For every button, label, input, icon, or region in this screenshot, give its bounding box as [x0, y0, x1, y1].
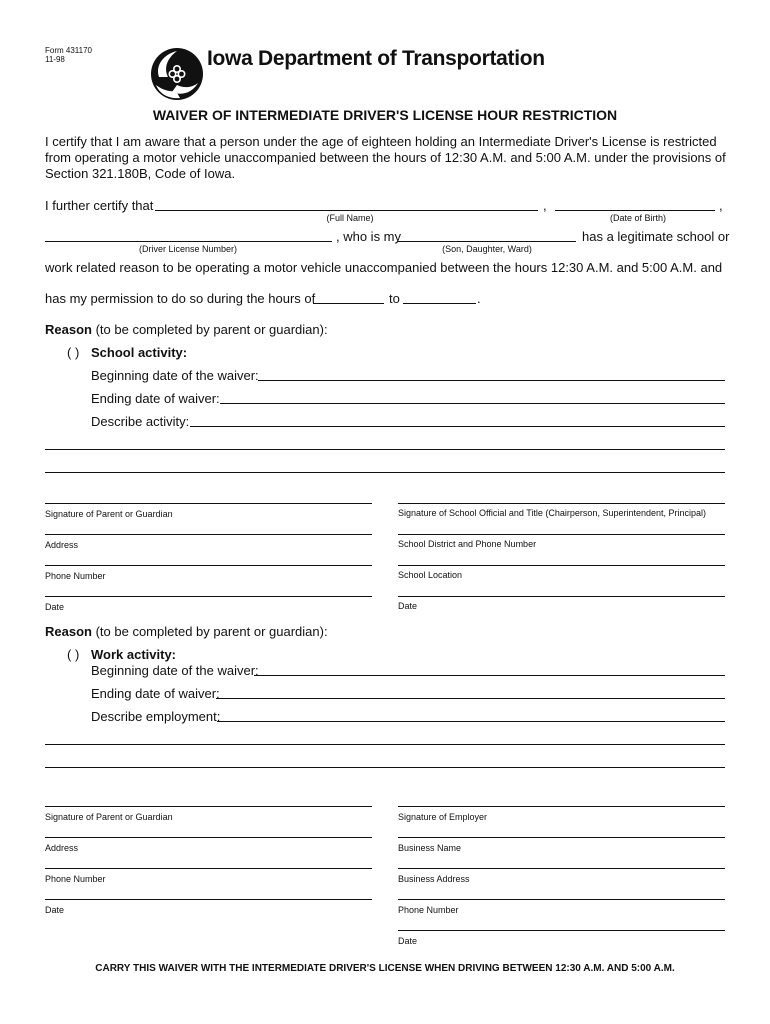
- business-address-label: Business Address: [398, 874, 470, 884]
- work-activity-label: Work activity:: [91, 647, 177, 662]
- school-describe-label: Describe activity:: [91, 414, 190, 429]
- school-parent-date-field[interactable]: [45, 596, 372, 597]
- employer-signature-label: Signature of Employer: [398, 812, 488, 822]
- work-describe-field-2[interactable]: [45, 744, 725, 745]
- employer-signature-field[interactable]: [398, 806, 725, 807]
- relationship-field[interactable]: [398, 241, 576, 242]
- work-end-field[interactable]: [216, 698, 725, 699]
- school-official-date-field[interactable]: [398, 596, 725, 597]
- footer-notice: CARRY THIS WAIVER WITH THE INTERMEDIATE DRIVER'S LICENSE WHEN DRIVING BETWEEN 12:30 A.M. AND 5:00 A.M.: [95, 963, 675, 974]
- work-parent-phone-label: Phone Number: [45, 874, 106, 884]
- school-district-field[interactable]: [398, 534, 725, 535]
- certify-paragraph: I certify that I am aware that a person under the age of eighteen holding an Intermediate Driver's License is restricted from operating a motor vehicle unaccompanied between the hours of 12:30 A.M. and 5:00 A.M. under the provisions of Section 321.180B, Code of Iowa.: [45, 134, 726, 181]
- school-describe-field-1[interactable]: [190, 426, 725, 427]
- work-parent-date-label: Date: [45, 905, 65, 915]
- comma-1: ,: [543, 198, 547, 213]
- form-date: 11-98: [45, 55, 65, 64]
- school-parent-address-label: Address: [45, 540, 79, 550]
- work-parent-signature-label: Signature of Parent or Guardian: [45, 812, 173, 822]
- legitimate-reason-label: has a legitimate school or: [582, 229, 730, 244]
- school-official-date-label: Date: [398, 601, 418, 611]
- license-caption: (Driver License Number): [138, 244, 238, 254]
- form-number: Form 431170: [45, 46, 92, 55]
- reason-note: (to be completed by parent or guardian):: [95, 322, 328, 337]
- employer-phone-field[interactable]: [398, 899, 725, 900]
- school-parent-phone-field[interactable]: [45, 565, 372, 566]
- work-activity-checkbox[interactable]: ( ): [67, 647, 80, 662]
- work-parent-signature-field[interactable]: [45, 806, 372, 807]
- to-label: to: [389, 291, 400, 306]
- business-name-field[interactable]: [398, 837, 725, 838]
- further-certify-label: I further certify that: [45, 198, 154, 213]
- school-parent-phone-label: Phone Number: [45, 571, 106, 581]
- date-of-birth-field[interactable]: [555, 210, 715, 211]
- hours-from-field[interactable]: [313, 303, 384, 304]
- period: .: [477, 291, 481, 306]
- reason-label: Reason: [45, 624, 92, 639]
- employer-phone-label: Phone Number: [398, 905, 459, 915]
- work-describe-field-1[interactable]: [217, 721, 725, 722]
- school-activity-label: School activity:: [91, 345, 188, 360]
- work-parent-date-field[interactable]: [45, 899, 372, 900]
- work-begin-label: Beginning date of the waiver:: [91, 663, 259, 678]
- work-begin-field[interactable]: [254, 675, 725, 676]
- school-parent-address-field[interactable]: [45, 534, 372, 535]
- work-parent-address-field[interactable]: [45, 837, 372, 838]
- school-end-field[interactable]: [220, 403, 725, 404]
- school-parent-signature-field[interactable]: [45, 503, 372, 504]
- school-district-label: School District and Phone Number: [398, 539, 537, 549]
- business-address-field[interactable]: [398, 868, 725, 869]
- permission-text: has my permission to do so during the hours of: [45, 291, 316, 306]
- form-number-block: [45, 46, 92, 64]
- school-official-signature-label: Signature of School Official and Title (Chairperson, Superintendent, Principal): [398, 508, 707, 518]
- agency-name: Iowa Department of Transportation: [207, 47, 545, 70]
- employer-date-field[interactable]: [398, 930, 725, 931]
- work-reason-heading: [45, 624, 328, 639]
- full-name-caption: (Full Name): [326, 213, 374, 223]
- school-begin-label: Beginning date of the waiver:: [91, 368, 259, 383]
- business-name-label: Business Name: [398, 843, 462, 853]
- hours-to-field[interactable]: [403, 303, 476, 304]
- full-name-field[interactable]: [155, 210, 538, 211]
- driver-license-number-field[interactable]: [45, 241, 332, 242]
- school-official-signature-field[interactable]: [398, 503, 725, 504]
- school-describe-field-2[interactable]: [45, 449, 725, 450]
- school-location-field[interactable]: [398, 565, 725, 566]
- school-reason-heading: [45, 322, 328, 337]
- work-describe-label: Describe employment:: [91, 709, 221, 724]
- work-related-text: work related reason to be operating a motor vehicle unaccompanied between the hours 12:30 A.M. and 5:00 A.M. and: [45, 260, 723, 275]
- school-describe-field-3[interactable]: [45, 472, 725, 473]
- school-activity-checkbox[interactable]: ( ): [67, 345, 80, 360]
- school-parent-date-label: Date: [45, 602, 65, 612]
- reason-note: (to be completed by parent or guardian):: [95, 624, 328, 639]
- school-begin-field[interactable]: [258, 380, 725, 381]
- work-end-label: Ending date of waiver:: [91, 686, 220, 701]
- school-end-label: Ending date of waiver:: [91, 391, 220, 406]
- comma-2: ,: [719, 198, 723, 213]
- work-parent-phone-field[interactable]: [45, 868, 372, 869]
- who-is-my-label: , who is my: [336, 229, 402, 244]
- form-title: WAIVER OF INTERMEDIATE DRIVER'S LICENSE HOUR RESTRICTION: [152, 107, 618, 123]
- work-describe-field-3[interactable]: [45, 767, 725, 768]
- reason-label: Reason: [45, 322, 92, 337]
- relation-caption: (Son, Daughter, Ward): [442, 244, 532, 254]
- school-parent-signature-label: Signature of Parent or Guardian: [45, 509, 173, 519]
- school-location-label: School Location: [398, 570, 463, 580]
- employer-date-label: Date: [398, 936, 418, 946]
- dob-caption: (Date of Birth): [609, 213, 667, 223]
- work-parent-address-label: Address: [45, 843, 79, 853]
- iowa-dot-logo-icon: [150, 47, 204, 101]
